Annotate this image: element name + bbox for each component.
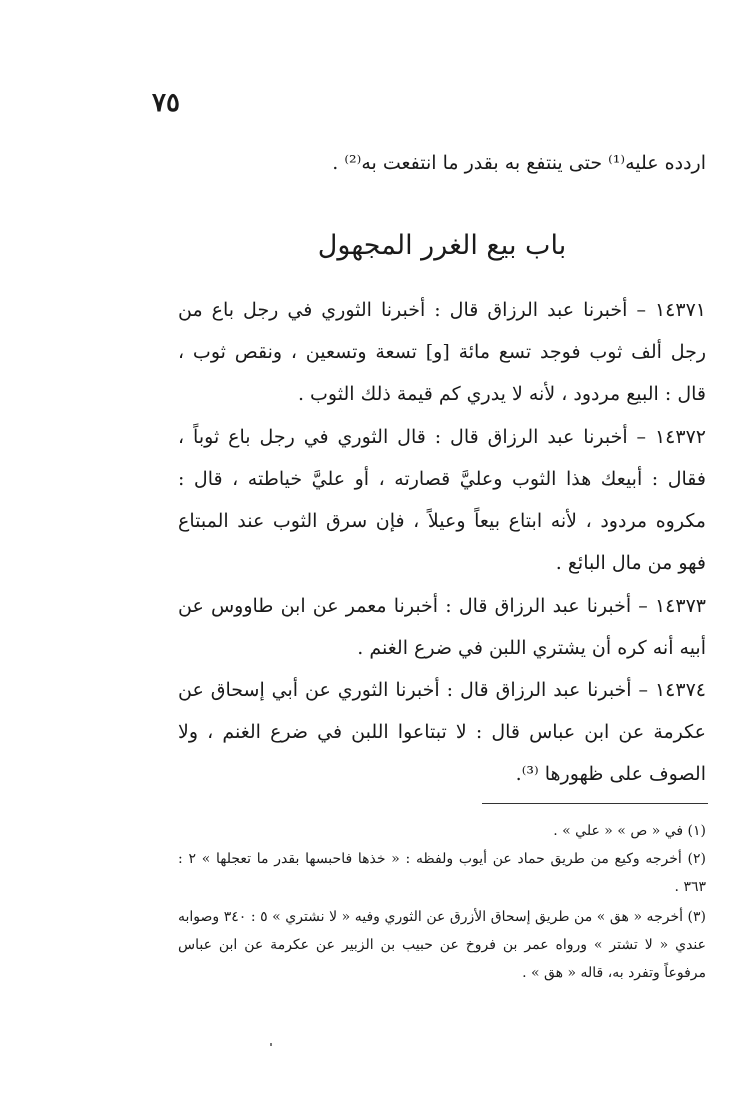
hadith-text: أخبرنا عبد الرزاق قال : أخبرنا الثوري عن أبي إسحاق عن عكرمة عن ابن عباس قال : لا تبتاعوا اللبن في ضرع الغنم ، ولا الصوف على ظهورها ⁽³⁾. bbox=[178, 679, 706, 785]
hadith-14373: ١٤٣٧٣ – أخبرنا عبد الرزاق قال : أخبرنا معمر عن ابن طاووس عن أبيه أنه كره أن يشتري اللبن في ضرع الغنم . bbox=[178, 595, 706, 659]
hadith-number: ١٤٣٧٤ bbox=[654, 679, 706, 701]
hadith-14372: ١٤٣٧٢ – أخبرنا عبد الرزاق قال : قال الثوري في رجل باع ثوباً ، فقال : أبيعك هذا الثوب وعليَّ قصارته ، أو عليَّ خياطته ، قال : مكروه مردود ، لأنه ابتاع بيعاً وعيلاً ، فإن سرق الثوب عند المبتاع فهو من مال البائع . bbox=[178, 426, 706, 574]
hadith-text: أخبرنا عبد الرزاق قال : أخبرنا معمر عن ابن طاووس عن أبيه أنه كره أن يشتري اللبن في ضرع الغنم . bbox=[178, 595, 706, 659]
page-number: ٧٥ bbox=[152, 88, 180, 118]
hadith-text: أخبرنا عبد الرزاق قال : قال الثوري في رجل باع ثوباً ، فقال : أبيعك هذا الثوب وعليَّ قصارته ، أو عليَّ خياطته ، قال : مكروه مردود ، لأنه ابتاع بيعاً وعيلاً ، فإن سرق الثوب عند المبتاع فهو من مال البائع . bbox=[178, 426, 706, 574]
footnote-separator bbox=[482, 803, 708, 804]
hadith-14371: ١٤٣٧١ – أخبرنا عبد الرزاق قال : أخبرنا الثوري في رجل باع من رجل ألف ثوب فوجد تسع مائة [و] تسعة وتسعين ، ونقص ثوب ، قال : البيع مردود ، لأنه لا يدري كم قيمة ذلك الثوب . bbox=[178, 299, 706, 405]
footnote-3: (٣) أخرجه « هق » من طريق إسحاق الأزرق عن الثوري وفيه « لا نشتري » ٥ : ٣٤٠ وصوابه عندي « لا تشتر » ورواه عمر بن فروخ عن حبيب بن الزبير عن عكرمة عن ابن عباس مرفوعاً وتفرد به، قاله « هق » . bbox=[178, 909, 706, 981]
carryover-text: اردده عليه⁽¹⁾ حتى ينتفع به بقدر ما انتفعت به⁽²⁾ . bbox=[332, 152, 706, 174]
hadith-text: أخبرنا عبد الرزاق قال : أخبرنا الثوري في رجل باع من رجل ألف ثوب فوجد تسع مائة [و] تسعة وتسعين ، ونقص ثوب ، قال : البيع مردود ، لأنه لا يدري كم قيمة ذلك الثوب . bbox=[178, 299, 706, 405]
hadith-number: ١٤٣٧١ bbox=[654, 299, 706, 321]
print-mark bbox=[270, 1043, 272, 1046]
chapter-title: باب بيع الغرر المجهول bbox=[317, 230, 567, 261]
hadith-number: ١٤٣٧٣ bbox=[654, 595, 706, 617]
hadith-14374: ١٤٣٧٤ – أخبرنا عبد الرزاق قال : أخبرنا الثوري عن أبي إسحاق عن عكرمة عن ابن عباس قال : لا تبتاعوا اللبن في ضرع الغنم ، ولا الصوف على ظهورها ⁽³⁾. bbox=[178, 679, 706, 785]
footnote-2: (٢) أخرجه وكيع من طريق حماد عن أيوب ولفظه : « خذها فاحبسها بقدر ما تعجلها » ٢ : ٣٦٣ . bbox=[178, 851, 706, 895]
footnote-1: (١) في « ص » « علي » . bbox=[553, 823, 706, 839]
hadith-number: ١٤٣٧٢ bbox=[654, 426, 706, 448]
